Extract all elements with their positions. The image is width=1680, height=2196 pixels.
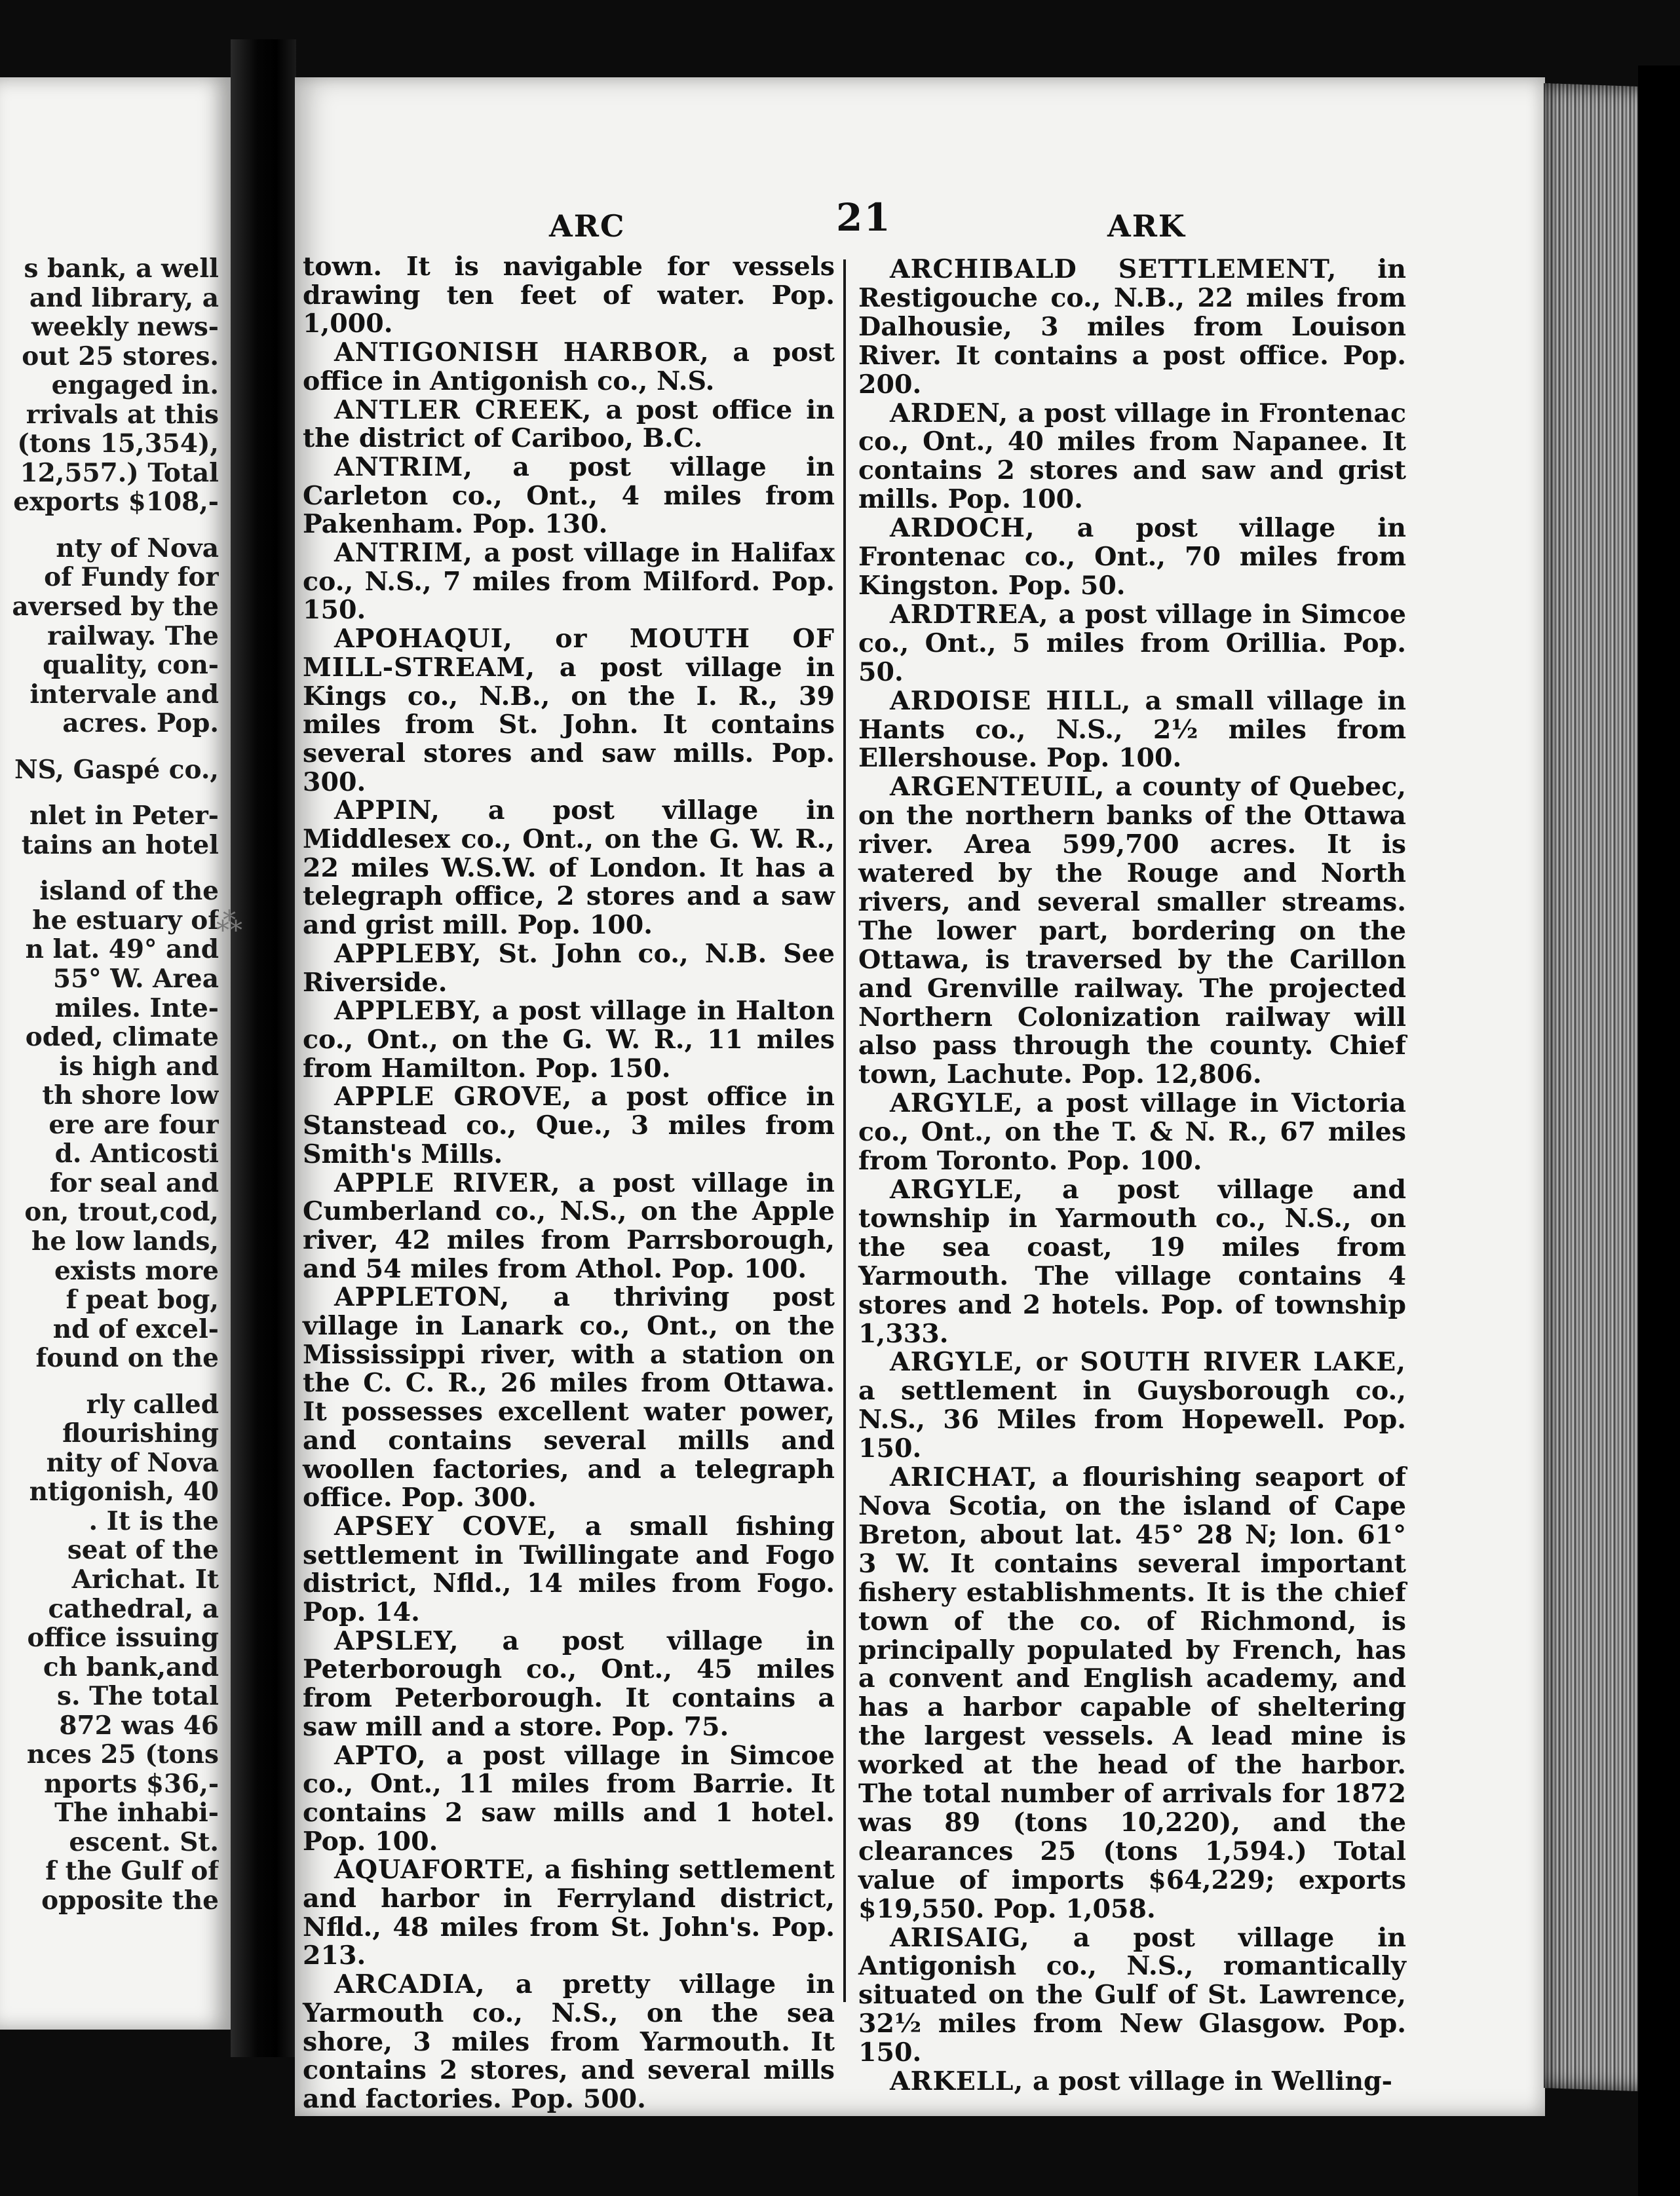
fragment-line: on, trout,cod, <box>24 1198 219 1227</box>
fragment-line: he estuary of <box>32 905 219 936</box>
entry-text: a flourishing seaport of Nova Scotia, on the island of Cape Breton, about lat. 45° 28 N; lon. 61° 3 W. It contains several important fishery establishments. It is the chief town of the co. of Richmond, is principally populated by French, has a convent and English academy, and has a harbor capable of sheltering the largest vessels. A lead mine is worked at the head of the harbor. The total number of arrivals for 1872 was 89 (tons 10,220), and the clearances 25 (tons 1,594.) Total value of imports $64,229; exports $19,550. Pop. 1,058. <box>858 1462 1406 1924</box>
gazetteer-entry <box>303 625 835 797</box>
fragment-line: tains an hotel <box>21 830 219 860</box>
fragment-line: 55° W. Area <box>52 964 219 994</box>
gazetteer-entry <box>858 773 1406 1089</box>
fragment-line: weekly news- <box>31 312 219 342</box>
gazetteer-entry <box>858 1348 1406 1464</box>
fragment-line: f the Gulf of <box>45 1857 219 1886</box>
fragment-line: th shore low <box>42 1081 219 1110</box>
fragment-line: exists more <box>54 1256 219 1286</box>
fragment-line: office issuing <box>27 1623 219 1653</box>
entry-term: ARDEN, <box>890 398 1009 428</box>
entry-text: a small fishing settlement in Twillingate and Fogo district, Nfld., 14 miles from Fogo. Pop. 14. <box>303 1511 835 1628</box>
fragment-line <box>0 1373 219 1390</box>
entry-term: APPLEBY, <box>334 938 482 969</box>
gazetteer-entry <box>858 2068 1406 2096</box>
fragment-line: engaged in. <box>51 371 219 400</box>
gutter-mark: ⁂ <box>216 907 242 937</box>
entry-text: a post village in Frontenac co., Ont., 40 miles from Napanee. It contains 2 stores and saw and grist mills. Pop. 100. <box>858 398 1406 515</box>
entry-term: ARGYLE, or SOUTH RIVER LAKE, <box>890 1347 1406 1378</box>
fragment-line: oded, climate <box>25 1023 219 1052</box>
entry-text: a small village in Hants co., N.S., 2½ miles from Ellershouse. Pop. 100. <box>858 685 1406 774</box>
entry-text: a post office in the district of Cariboo, B.C. <box>303 394 835 454</box>
fragment-line: island of the <box>39 877 219 906</box>
fragment-line: out 25 stores. <box>22 341 219 371</box>
entry-text: St. John co., N.B. See Riverside. <box>303 938 835 998</box>
gazetteer-entry <box>858 1089 1406 1176</box>
fragment-line <box>0 784 219 801</box>
entry-text: a post village in Carleton co., Ont., 4 miles from Pakenham. Pop. 130. <box>303 451 835 540</box>
entry-text: a post village in Kings co., N.B., on the I. R., 39 miles from St. John. It contains several stores and saw mills. Pop. 300. <box>303 652 835 797</box>
book-gutter <box>231 39 296 2057</box>
entry-term: ARISAIG, <box>890 1922 1030 1953</box>
entry-text: in Restigouche co., N.B., 22 miles from Dalhousie, 3 miles from Louison River. It contains a post office. Pop. 200. <box>858 254 1406 400</box>
gazetteer-entry <box>303 1513 835 1627</box>
entry-text: a post office in Antigonish co., N.S. <box>303 337 835 396</box>
fragment-line: miles. Inte- <box>54 993 219 1023</box>
fragment-line <box>0 517 219 534</box>
fragment-line: rly called <box>86 1390 219 1420</box>
fragment-line: he low lands, <box>31 1226 219 1257</box>
entry-text: a pretty village in Yarmouth co., N.S., on the sea shore, 3 miles from Yarmouth. It contains 2 stores, and several mills and factories. Pop. 500. <box>303 1969 835 2114</box>
fragment-line: cathedral, a <box>48 1594 219 1624</box>
gazetteer-entry <box>858 514 1406 601</box>
entry-text: a post village in Welling- <box>1023 2066 1393 2097</box>
fragment-line <box>0 860 219 877</box>
fragment-line: nlet in Peter- <box>29 801 219 831</box>
entry-term: ARGYLE, <box>890 1175 1024 1205</box>
fragment-line: seat of the <box>67 1536 219 1565</box>
fragment-line: nces 25 (tons <box>26 1740 219 1770</box>
entry-text: a county of Quebec, on the northern banks of the Ottawa river. Area 599,700 acres. It is watered by the Rouge and North rivers, and several smaller streams. The lower part, bordering on the Ottawa, is traversed by the Carillon and Grenville railway. The projected Northern Colonization railway will also pass through the county. Chief town, Lachute. Pop. 12,806. <box>858 772 1406 1090</box>
entry-term: ARDOISE HILL, <box>890 685 1132 716</box>
gazetteer-entry <box>303 539 835 625</box>
fragment-line: . It is the <box>88 1506 219 1536</box>
fragment-line: quality, con- <box>43 651 219 680</box>
gazetteer-entry <box>858 1176 1406 1348</box>
entry-term: ANTRIM, <box>334 538 473 569</box>
entry-text: town. It is navigable for vessels drawing ten feet of water. Pop. 1,000. <box>303 252 835 339</box>
gazetteer-entry <box>303 1283 835 1513</box>
gazetteer-entry <box>303 253 835 339</box>
page-number: 21 <box>836 195 892 240</box>
entry-term: ARDTREA, <box>890 599 1049 630</box>
gazetteer-entry <box>303 1971 835 2114</box>
entry-term: APPLETON, <box>334 1282 510 1313</box>
entry-term: APTO, <box>334 1740 427 1771</box>
fragment-line: ere are four <box>48 1110 219 1140</box>
entry-term: ANTLER CREEK, <box>334 394 592 425</box>
fragment-line: 12,557.) Total <box>20 458 219 488</box>
fragment-line: d. Anticosti <box>54 1139 219 1169</box>
fragment-line: Arichat. It <box>71 1564 219 1595</box>
fragment-line: nty of Nova <box>56 533 219 563</box>
gazetteer-entry <box>303 1627 835 1742</box>
entry-term: APPIN, <box>334 795 440 826</box>
gazetteer-entry <box>303 1083 835 1169</box>
fragment-line: intervale and <box>29 679 219 710</box>
fragment-line: acres. Pop. <box>62 709 219 738</box>
running-head-left: ARC <box>549 208 626 244</box>
fragment-line: NS, Gaspé co., <box>14 755 219 785</box>
fragment-line: 872 was 46 <box>59 1711 219 1741</box>
gazetteer-entry <box>303 1742 835 1857</box>
fragment-line: flourishing <box>62 1419 219 1448</box>
fragment-line: exports $108,- <box>13 487 219 517</box>
gazetteer-entry <box>858 256 1406 400</box>
background-shadow <box>1638 66 1680 2196</box>
entry-term: ARICHAT, <box>890 1462 1039 1493</box>
entry-text: a post village and township in Yarmouth co., N.S., on the sea coast, 19 miles from Yarmouth. The village contains 4 stores and 2 hotels. Pop. of township 1,333. <box>858 1175 1406 1349</box>
gazetteer-entry <box>858 601 1406 687</box>
fragment-line: and library, a <box>29 283 219 313</box>
fragment-line: ntigonish, 40 <box>29 1477 219 1507</box>
gazetteer-entry <box>303 396 835 453</box>
fragment-line: s bank, a well <box>24 254 219 284</box>
entry-text: a post village in Simcoe co., Ont., 5 miles from Orillia. Pop. 50. <box>858 599 1406 687</box>
entries-column-left <box>303 253 835 2114</box>
entry-text: a post village in Halifax co., N.S., 7 miles from Milford. Pop. 150. <box>303 538 835 626</box>
entries-column-right <box>858 256 1406 2096</box>
fragment-line: (tons 15,354), <box>17 429 219 459</box>
entry-text: a post village in Antigonish co., N.S., romantically situated on the Gulf of St. Lawrence, 32½ miles from New Glasgow. Pop. 150. <box>858 1922 1406 2068</box>
fragment-line: found on the <box>35 1344 219 1373</box>
fragment-line: escent. St. <box>69 1827 219 1857</box>
fragment-line: is high and <box>59 1051 219 1082</box>
entry-text: a post village in Peterborough co., Ont., 45 miles from Peterborough. It contains a saw mill and a store. Pop. 75. <box>303 1625 835 1742</box>
left-page-text <box>0 254 219 1916</box>
gazetteer-entry <box>858 400 1406 515</box>
fragment-line: rrivals at this <box>26 400 219 430</box>
entry-term: ARKELL, <box>890 2066 1024 2097</box>
entry-term: ARCHIBALD SETTLEMENT, <box>890 254 1337 284</box>
entry-text: a fishing settlement and harbor in Ferryland district, Nfld., 48 miles from St. John's. Pop. 213. <box>303 1855 835 1971</box>
entry-term: APPLE GROVE, <box>334 1082 573 1112</box>
fragment-line: opposite the <box>41 1885 219 1916</box>
gazetteer-entry <box>303 1169 835 1284</box>
fragment-line: n lat. 49° and <box>25 935 219 965</box>
gazetteer-entry <box>303 940 835 997</box>
entry-term: ARGYLE, <box>890 1088 1024 1119</box>
entry-text: a post village in Cumberland co., N.S., on the Apple river, 42 miles from Parrsborough, and 54 miles from Athol. Pop. 100. <box>303 1167 835 1284</box>
column-divider <box>843 259 846 2002</box>
fragment-line: nd of excel- <box>52 1314 219 1344</box>
entry-term: ARGENTEUIL, <box>890 772 1105 803</box>
entry-term: ARCADIA, <box>334 1969 486 2000</box>
fragment-line: for seal and <box>49 1168 219 1198</box>
gazetteer-entry <box>303 339 835 396</box>
fragment-line: of Fundy for <box>44 563 219 593</box>
entry-text: a post village in Simcoe co., Ont., 11 miles from Barrie. It contains 2 saw mills and 1 hotel. Pop. 100. <box>303 1740 835 1857</box>
entry-text: a settlement in Guysborough co., N.S., 36 Miles from Hopewell. Pop. 150. <box>858 1376 1406 1464</box>
entry-term: AQUAFORTE, <box>334 1855 535 1885</box>
entry-text: a thriving post village in Lanark co., Ont., on the Mississippi river, with a station on the C. C. R., 26 miles from Ottawa. It possesses excellent water power, and contains several mills and woollen factories, and a telegraph office. Pop. 300. <box>303 1282 835 1513</box>
fragment-line: railway. The <box>47 621 219 651</box>
entry-text: a post village in Halton co., Ont., on the G. W. R., 11 miles from Hamilton. Pop. 150. <box>303 996 835 1084</box>
running-head-right: ARK <box>1107 208 1186 244</box>
entry-text: a post village in Frontenac co., Ont., 70 miles from Kingston. Pop. 50. <box>858 513 1406 601</box>
gazetteer-entry <box>858 1464 1406 1924</box>
entry-text: a post village in Middlesex co., Ont., on the G. W. R., 22 miles W.S.W. of London. It has a telegraph office, 2 stores and a saw and grist mill. Pop. 100. <box>303 795 835 941</box>
entry-term: APPLEBY, <box>334 996 482 1027</box>
entry-term: APOHAQUI, or MOUTH OF MILL-STREAM, <box>303 624 835 683</box>
gazetteer-entry <box>858 1924 1406 2068</box>
fragment-line: nity of Nova <box>46 1448 219 1478</box>
gazetteer-entry <box>303 1856 835 1971</box>
fragment-line <box>0 738 219 755</box>
fragment-line: aversed by the <box>12 592 219 622</box>
entry-term: APPLE RIVER, <box>334 1167 561 1198</box>
left-page-fragment <box>0 77 231 2030</box>
fragment-line: ch bank,and <box>43 1652 219 1682</box>
entry-term: ARDOCH, <box>890 513 1035 544</box>
entry-text: a post office in Stanstead co., Que., 3 miles from Smith's Mills. <box>303 1082 835 1169</box>
gazetteer-entry <box>858 687 1406 774</box>
entry-term: ANTRIM, <box>334 451 473 482</box>
entry-term: APSLEY, <box>334 1625 459 1656</box>
entry-term: APSEY COVE, <box>334 1511 558 1542</box>
gazetteer-entry <box>303 797 835 940</box>
fragment-line: The inhabi- <box>54 1798 219 1828</box>
fragment-line: s. The total <box>56 1682 219 1711</box>
gazetteer-entry <box>303 453 835 539</box>
gazetteer-entry <box>303 997 835 1083</box>
entry-term: ANTIGONISH HARBOR, <box>334 337 710 368</box>
fragment-line: f peat bog, <box>66 1285 219 1315</box>
fragment-line: nports $36,- <box>44 1769 219 1799</box>
entry-text: a post village in Victoria co., Ont., on the T. & N. R., 67 miles from Toronto. Pop. 100. <box>858 1088 1406 1177</box>
